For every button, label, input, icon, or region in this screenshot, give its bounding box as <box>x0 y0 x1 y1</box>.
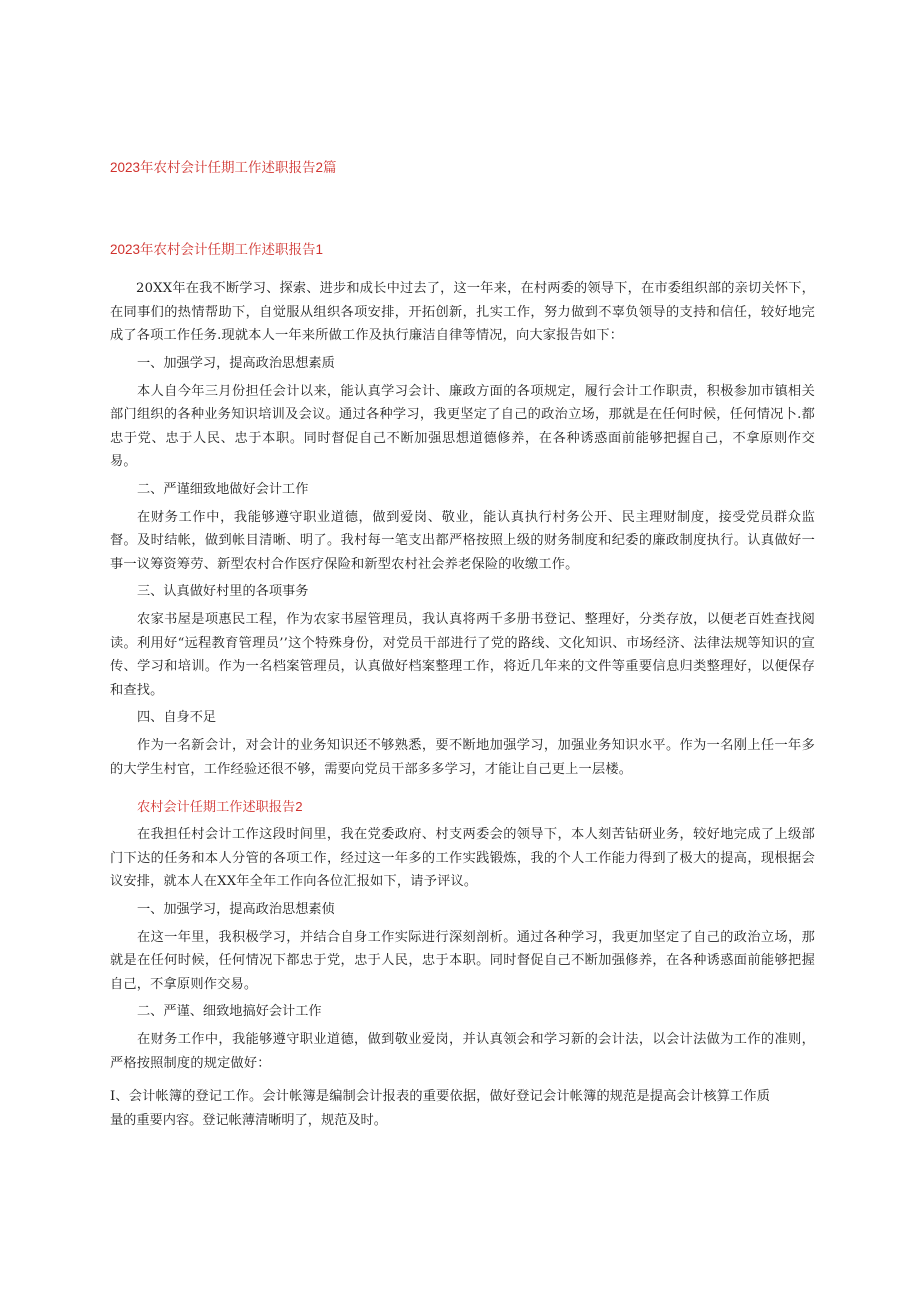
report-2-section-1-body: 在这一年里，我积极学习，并结合自身工作实际进行深刻剖析。通过各种学习，我更加坚定了自己的政治立场，那就是在任何时候，任何情况下都忠于党，忠于人民，忠于本职。同时督促自己不断加强修养，在各种诱惑面前能够把握自己，不拿原则作交易。 <box>110 929 815 992</box>
document-body <box>110 277 815 1132</box>
report-2-heading: 农村会计任期工作述职报告2 <box>137 799 303 814</box>
report-2-section-1-heading: 一、加强学习，提高政治思想素侦 <box>137 901 335 917</box>
report-1-section-3-heading: 三、认真做好村里的各项事务 <box>137 584 309 599</box>
report-1-section-2-heading: 二、严谨细致地做好会计工作 <box>137 481 309 497</box>
report-2-section-2-body: 在财务工作中，我能够遵守职业道德，做到敬业爱岗，并认真领会和学习新的会计法，以会计法做为工作的准则，严格按照制度的规定做好： <box>110 1032 815 1071</box>
report-1-section-2-body: 在财务工作中，我能够遵守职业道德，做到爱岗、敬业，能认真执行村务公开、民主理财制度，接受党员群众监督。及时结帐，做到帐目清晰、明了。我村每一笔支出都严格按照上级的财务制度和纪委的廉政制度执行。认真做好一事一议筹资筹劳、新型农村合作医疗保险和新型农村社会养老保险的收缴工作。 <box>110 509 815 572</box>
report-1-section-1-body: 本人自今年三月份担任会计以来，能认真学习会计、廉政方面的各项规定，履行会计工作职责，积极参加市镇相关部门组织的各种业务知识培训及会议。通过各种学习，我更坚定了自己的政治立场，那就是在任何时候，任何情况卜.都忠于党、忠于人民、忠于本职。同时督促自己不断加强思想道德修养，在各种诱惑面前能够把握自己，不拿原则作交易。 <box>110 383 815 469</box>
report-2-section-2-heading: 二、严谨、细致地搞好会计工作 <box>137 1004 322 1019</box>
document-title: 2023年农村会计任期工作述职报告2篇 <box>110 160 337 175</box>
report-1-section-4-body: 作为一名新会计，对会计的业务知识还不够熟悉，要不断地加强学习，加强业务知识水平。作为一名刚上任一年多的大学生村官，工作经验还很不够，需要向党员干部多多学习，才能让自己更上一层楼。 <box>110 738 815 777</box>
report-1-section-3-body: 农家书屋是项惠民工程，作为农家书屋管理员，我认真将两千多册书登记、整理好，分类存放，以便老百姓查找阅读。利用好“远程教育管理员’’这个特殊身份，对党员干部进行了党的路线、文化知识、市场经济、法律法规等知识的宣传、学习和培训。作为一名档案管理员，认真做好档案整理工作，将近几年来的文件等重要信息归类整理好，以便保存和查找。 <box>110 612 815 698</box>
report-1-section-4-heading: 四、自身不足 <box>137 710 217 725</box>
report-1-heading: 2023年农村会计任期工作述职报告1 <box>110 242 324 257</box>
report-1-section-1-heading: 一、加强学习，提高政治思想素质 <box>137 355 335 371</box>
report-2-list-item-1: I、会计帐簿的登记工作。会计帐簿是编制会计报表的重要依据，做好登记会计帐簿的规范是提高会计核算工作质量的重要内容。登记帐薄清晰明了，规范及时。 <box>110 1089 770 1128</box>
report-1-intro: 20XX年在我不断学习、探索、进步和成长中过去了，这一年来，在村两委的领导下，在市委组织部的亲切关怀下，在同事们的热情帮助下，自觉服从组织各项安排，开拓创新，扎实工作，努力做到不辜负领导的支持和信任，较好地完成了各项工作任务.现就本人一年来所做工作及执行廉洁自律等情况，向大家报告如下： <box>110 281 815 343</box>
report-2-intro: 在我担任村会计工作这段时间里，我在党委政府、村支两委会的领导下，本人刻苦钻研业务，较好地完成了上级部门下达的任务和本人分管的各项工作，经过这一年多的工作实践锻炼，我的个人工作能力得到了极大的提高，现根据会议安排，就本人在XX年全年工作向各位汇报如下，请予评议。 <box>110 827 815 889</box>
